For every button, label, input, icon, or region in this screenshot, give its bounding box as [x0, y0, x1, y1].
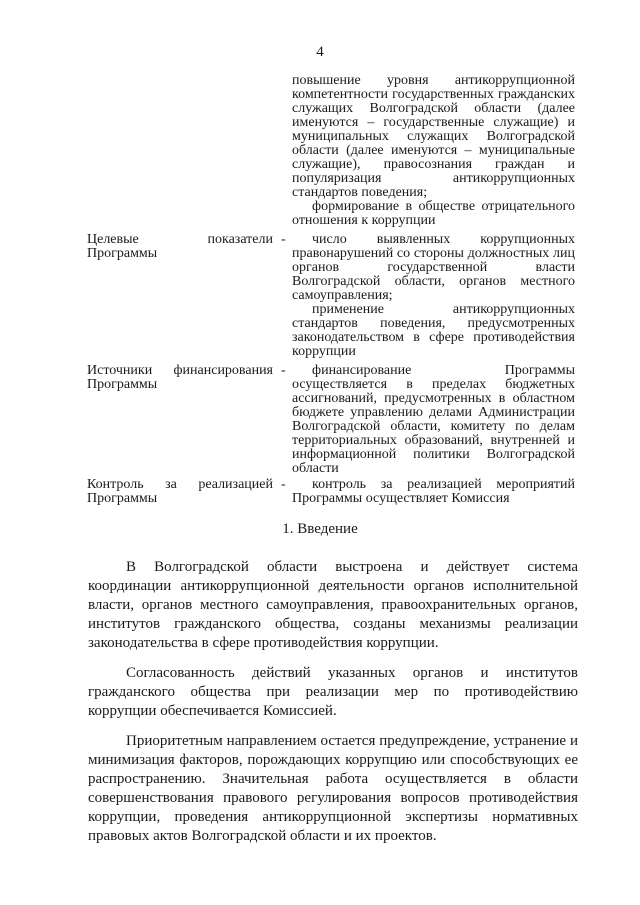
- row-label: Целевые показатели Программы: [87, 232, 273, 261]
- paragraph: Приоритетным направлением остается предупреждение, устранение и минимизация факторов, порождающих коррупцию или способствующих ее распространению. Значительная работа осуществляется в области совершенствования правового регулирования вопросов противодействия коррупции, проведения антикоррупционной экспертизы нормативных правовых актов Волгоградской области и их проектов.: [88, 733, 578, 844]
- row-label: Контроль за реализацией Программы: [87, 477, 273, 506]
- row-item: финансирование Программы осуществляется в пределах бюджетных ассигнований, предусмотренных в областном бюджете управлению делами Администрации Волгоградской области, комитету по делам территориальных образований, внутренней и информационной политики Волгоградской области: [292, 363, 575, 476]
- paragraph: В Волгоградской области выстроена и действует система координации антикоррупционной деятельности органов исполнительной власти, органов местного самоуправления, правоохранительных органов, институтов гражданского общества, созданы механизмы реализации законодательства в сфере противодействия коррупции.: [88, 559, 578, 651]
- row-dash: -: [281, 477, 286, 492]
- passport-continuation: [292, 74, 575, 228]
- row-value: [292, 233, 575, 359]
- row-label: Источники финансирования Программы: [87, 363, 273, 392]
- continuation-item-1: повышение уровня антикоррупционной компетентности государственных гражданских служащих Волгоградской области (далее именуются – государственные служащие) и муниципальных служащих Волгоградской области (далее именуются – муниципальные служащие), правосознания граждан и популяризация антикоррупционных стандартов поведения;: [292, 73, 575, 200]
- introduction-body: [88, 558, 578, 857]
- row-dash: -: [281, 232, 286, 247]
- row-value: [292, 478, 575, 506]
- section-heading: 1. Введение: [282, 521, 358, 537]
- page-number: 4: [316, 44, 324, 60]
- paragraph: Согласованность действий указанных органов и институтов гражданского общества при реализации мер по противодействию коррупции обеспечивается Комиссией.: [88, 665, 578, 719]
- row-item: применение антикоррупционных стандартов поведения, предусмотренных законодательством в сфере противодействия коррупции: [292, 302, 575, 359]
- row-item: число выявленных коррупционных правонарушений со стороны должностных лиц органов государственной власти Волгоградской области, органов местного самоуправления;: [292, 232, 575, 303]
- continuation-item-2: формирование в обществе отрицательного отношения к коррупции: [292, 199, 575, 228]
- row-item: контроль за реализацией мероприятий Программы осуществляет Комиссия: [292, 477, 575, 506]
- row-value: [292, 364, 575, 476]
- row-dash: -: [281, 363, 286, 378]
